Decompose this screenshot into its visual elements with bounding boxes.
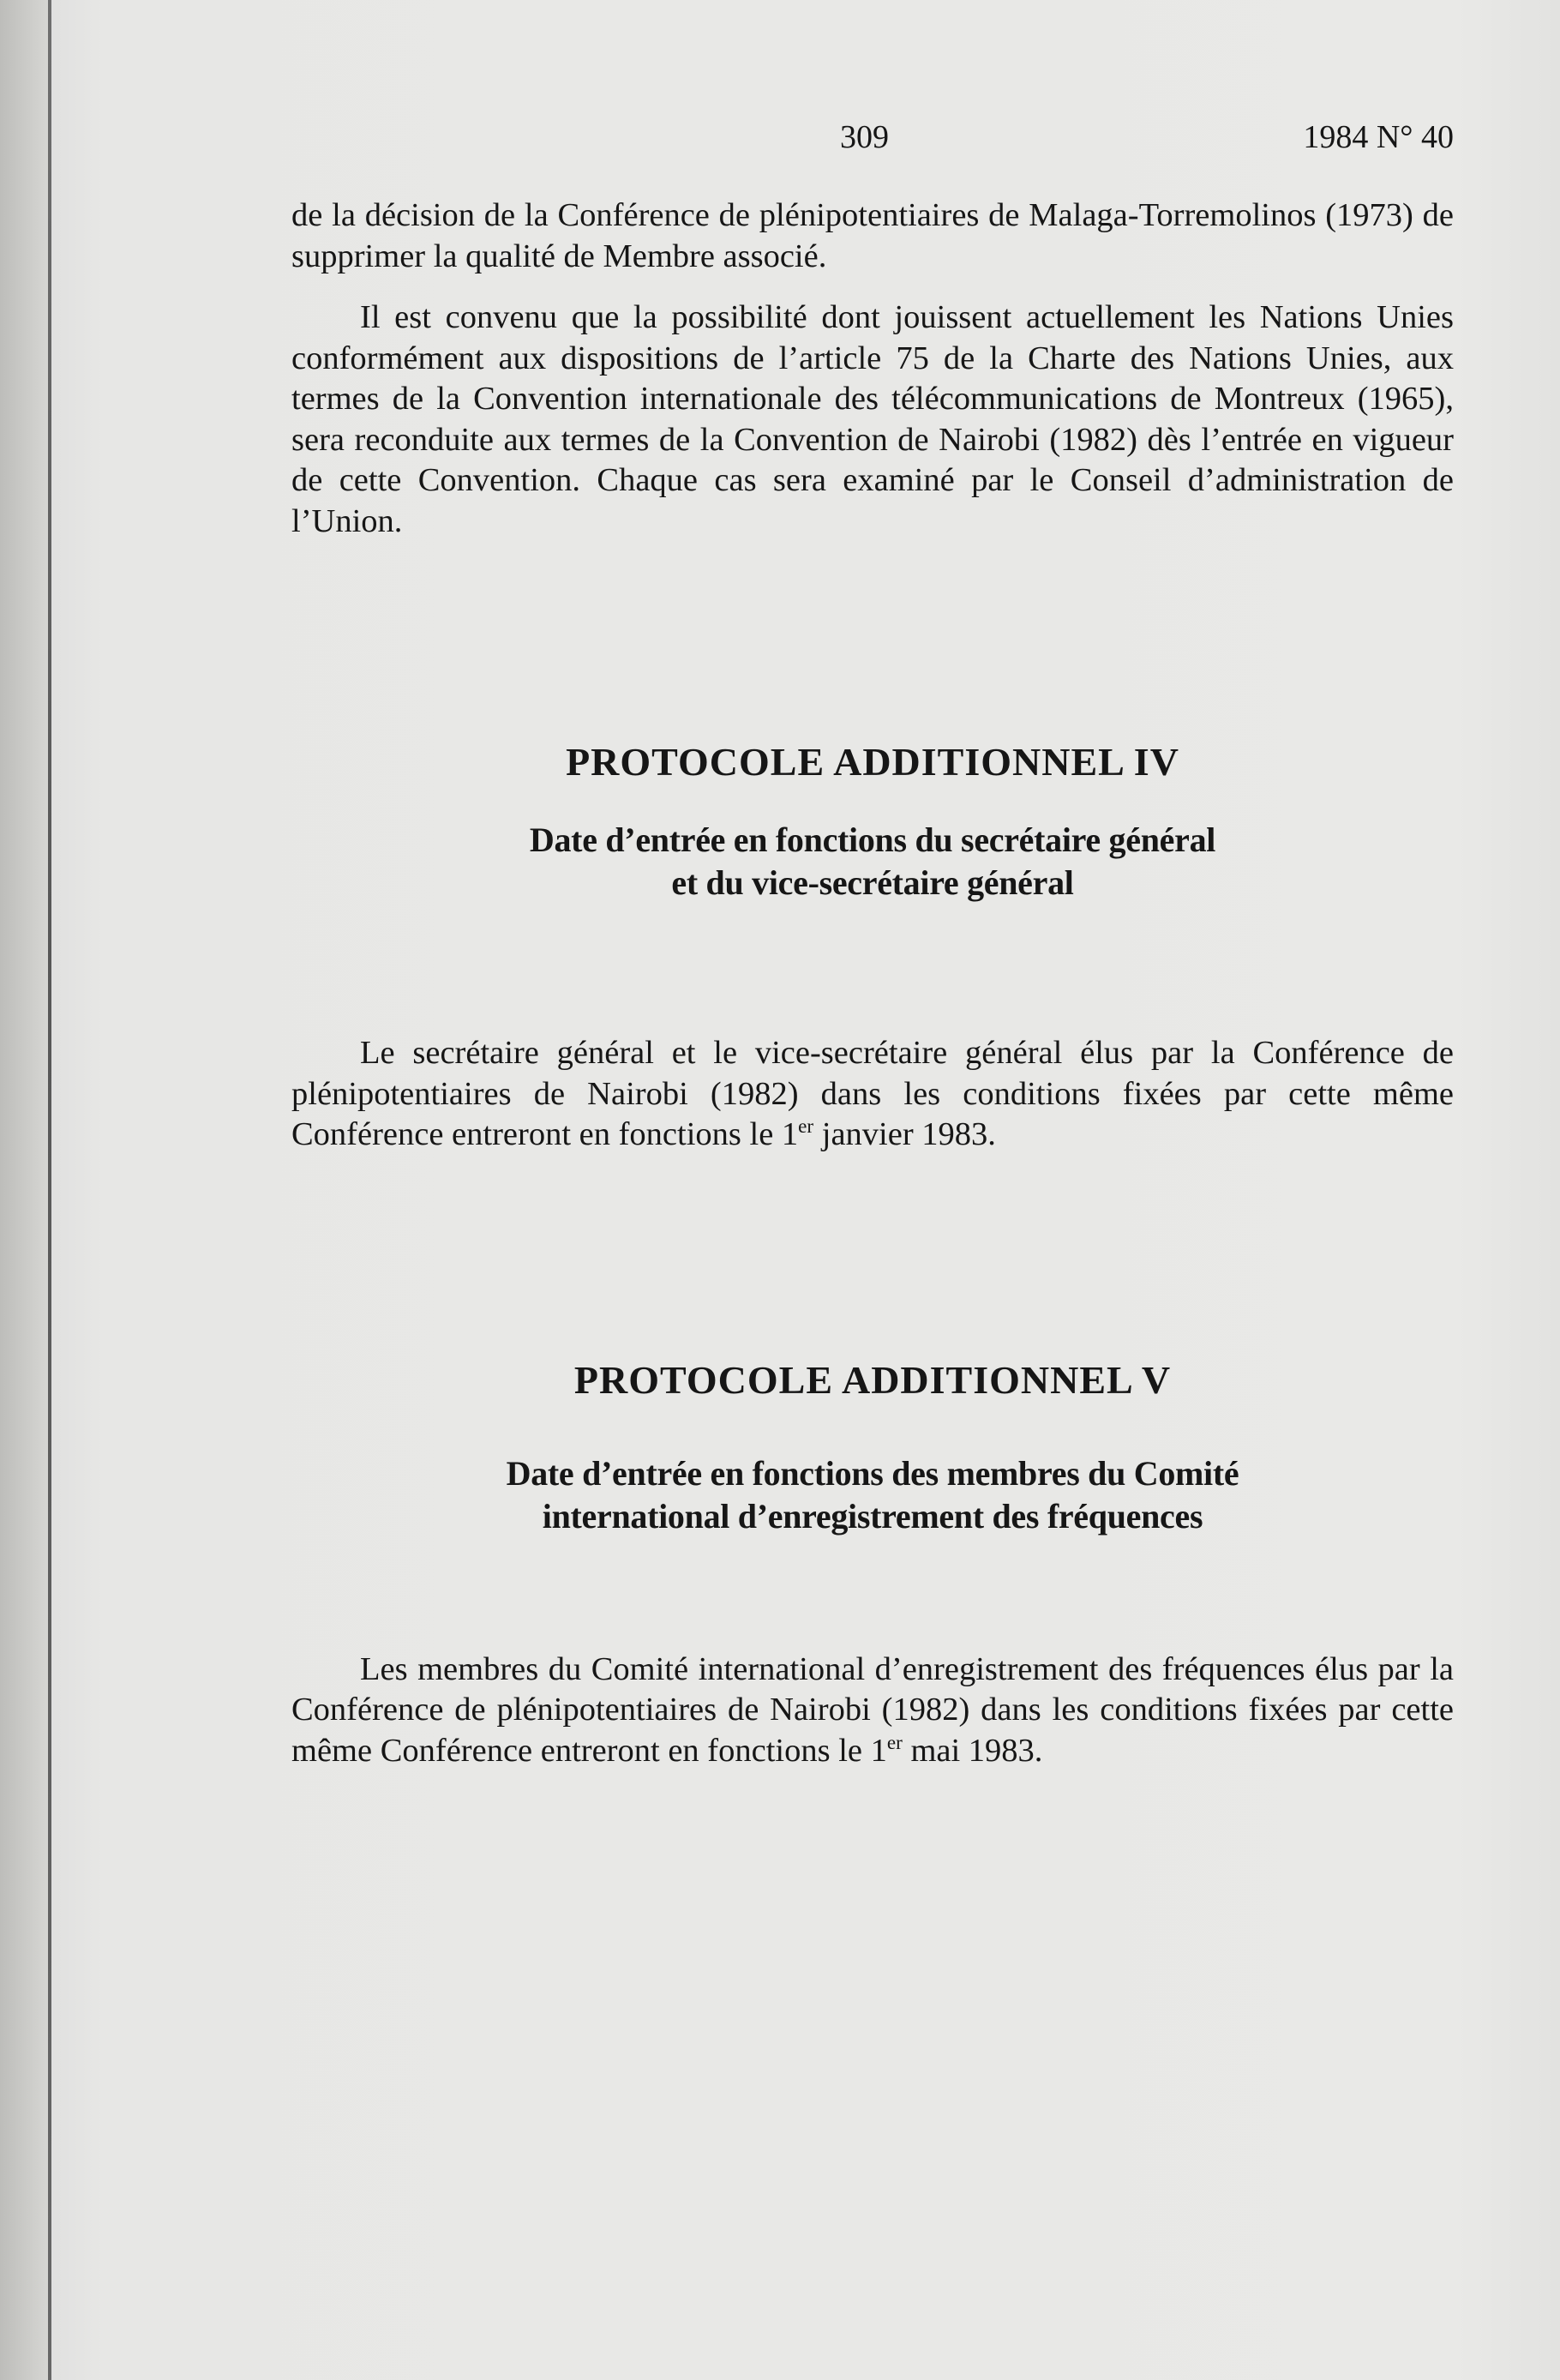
document-reference: 1984 N° 40 [1303, 119, 1454, 155]
protocol-5-ordinal: er [886, 1730, 903, 1753]
protocol-4-body-text: Le secrétaire général et le vice-secrétaire général élus par la Conférence de plénipotentiaires de Nairobi (1982) dans les conditions fixées par cette même Conférence entreront en fonctions le 1 [291, 1035, 1454, 1152]
protocol-4-body [291, 1033, 1454, 1156]
protocol-4-body-end: janvier 1983. [813, 1116, 996, 1152]
protocol-5-body [291, 1650, 1454, 1772]
protocol-4-subtitle-line-1: Date d’entrée en fonctions du secrétaire général [529, 820, 1216, 859]
page-header [291, 103, 1454, 171]
page-content [291, 103, 1454, 1771]
page-number: 309 [840, 119, 889, 155]
protocol-4-subtitle-line-2: et du vice-secrétaire général [671, 863, 1074, 902]
protocol-5-body-text: Les membres du Comité international d’enregistrement des fréquences élus par la Conférence de plénipotentiaires de Nairobi (1982) dans les conditions fixées par cette même Conférence entreront en fonctions le 1 [291, 1650, 1454, 1769]
binding-shadow [0, 0, 48, 2380]
protocol-5-subtitle [291, 1452, 1454, 1538]
protocol-4-title: PROTOCOLE ADDITIONNEL IV [566, 740, 1179, 784]
protocol-4-subtitle [291, 819, 1454, 905]
protocol-5-subtitle-line-1: Date d’entrée en fonctions des membres du Comité [506, 1453, 1239, 1493]
binding-edge [48, 0, 51, 2380]
protocol-5-title: PROTOCOLE ADDITIONNEL V [573, 1357, 1172, 1402]
intro-paragraph-2: Il est convenu que la possibilité dont jouissent actuellement les Nations Unies conformément aux dispositions de l’article 75 de la Charte des Nations Unies, aux termes de la Convention internationale des télécommunications de Montreux (1965), sera reconduite aux termes de la Convention de Nairobi (1982) dès l’entrée en vigueur de cette Convention. Chaque cas sera examiné par le Conseil d’administration de l’Union. [291, 299, 1454, 539]
protocol-5-subtitle-line-2: international d’enregistrement des fréquences [542, 1496, 1203, 1536]
protocol-4-ordinal: er [798, 1115, 814, 1138]
protocol-5-body-end: mai 1983. [902, 1732, 1043, 1769]
intro-paragraph-1: de la décision de la Conférence de plénipotentiaires de Malaga-Torremolinos (1973) de supprimer la qualité de Membre associé. [291, 197, 1454, 274]
